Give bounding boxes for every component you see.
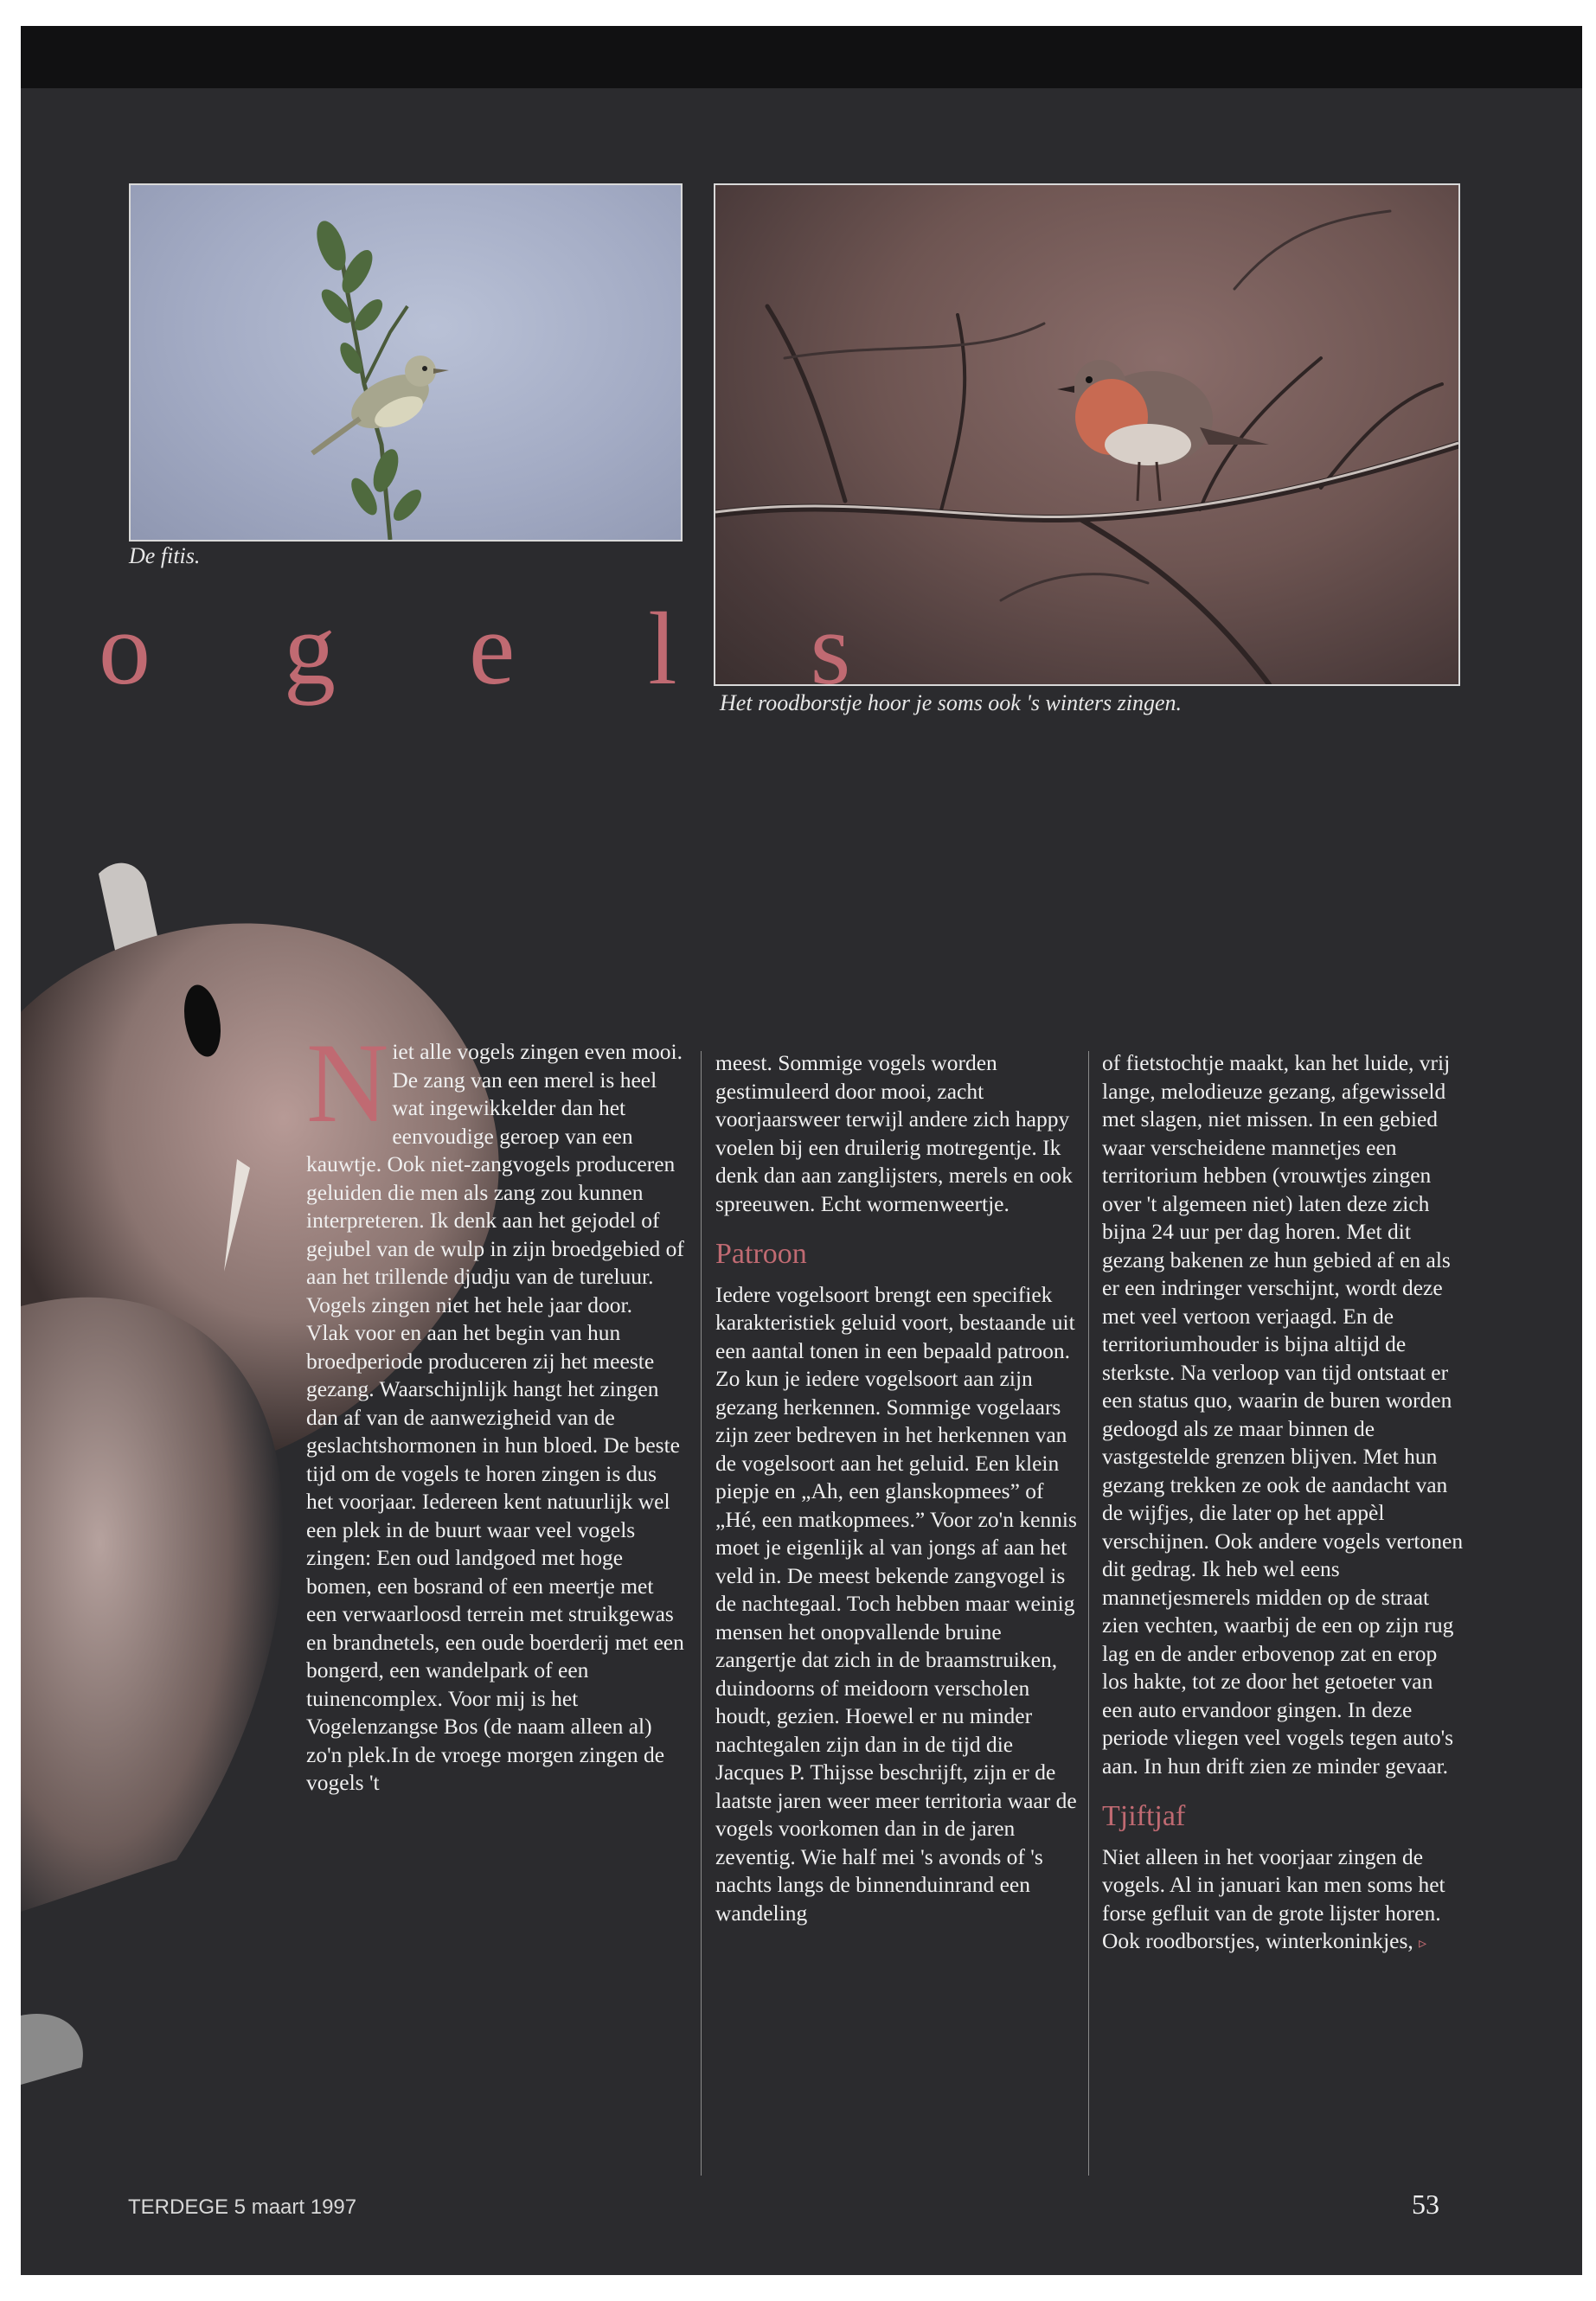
column1-paragraph-2: Vlak voor en aan het begin van hun broedperiode produceren zij het meeste gezang. Waarschijnlijk hangt het zingen dan af van de aanwezigheid van de geslachtshormonen in hun bloed. De beste tijd om de vogels te horen zingen is dus het voorjaar. Iedereen kent natuurlijk wel een plek in de buurt waar veel vogels zingen: Een oud landgoed met hoge bomen, een bosrand of een meertje met een verwaarloosd terrein met struikgewas en brandnetels, een oude boerderij met een bongerd, een wandelpark of een tuinencomplex. Voor mij is het Vogelenzangse Bos (de naam alleen al) zo'n plek.In de vroege morgen zingen de vogels 't — [306, 1320, 684, 1795]
magazine-footer: TERDEGE 5 maart 1997 — [128, 2195, 357, 2219]
column-divider — [701, 1051, 702, 2176]
fitis-illustration — [131, 185, 681, 540]
column3-paragraph-1: of fietstochtje maakt, kan het luide, vrij lange, melodieuze gezang, afgewisseld met slagen, niet missen. In een gebied waar verscheidene mannetjes een territorium hebben (vrouwtjes zingen over 't algemeen niet) laten deze zich bijna 24 uur per dag horen. Met dit gezang bakenen ze hun gebied af en als er een indringer verschijnt, wordt deze met veel vertoon verjaagd. En de territoriumhouder is bijna altijd de sterkste. Na verloop van tijd ontstaat er een status quo, waarin de buren worden gedoogd als ze maar binnen de vastgestelde grenzen blijven. Met hun gezang trekken ze ook de aandacht van de wijfjes, die later op het appèl verschijnen. Ook andere vogels vertonen dit gedrag. Ik heb wel eens mannetjesmerels midden op de straat zien vechten, waarbij de een op zijn rug lag en de ander erbovenop zat en erop los hakte, tot ze door het getoeter van een auto ervandoor gingen. In deze periode vliegen veel vogels tegen auto's aan. In hun drift zien ze minder gevaar. — [1102, 1050, 1464, 1779]
continue-arrow-icon: ▹ — [1419, 1934, 1427, 1952]
column1-paragraph-1: iet alle vogels zingen even mooi. De zang van een merel is heel wat ingewikkelder dan het eenvoudige geroep van een kauwtje. Ook niet-zangvogels produceren geluiden die men als zang zou kunnen interpreteren. Ik denk aan het gejodel of gejubel van de wulp in zijn broedgebied of aan het trillende djudju van de tureluur. Vogels zingen niet het hele jaar door. — [306, 1039, 684, 1317]
magazine-page — [21, 26, 1582, 2275]
page-number: 53 — [1412, 2189, 1439, 2220]
fitis-caption: De fitis. — [129, 543, 201, 568]
robin-caption: Het roodborstje hoor je soms ook 's winters zingen. — [720, 690, 1182, 715]
column2-paragraph-1: meest. Sommige vogels worden gestimuleerd door mooi, zacht voorjaarsweer terwijl andere zich happy voelen bij een druilerig motregentje. Ik denk dan aan zanglijsters, merels en ook spreeuwen. Echt wormenweertje. — [715, 1050, 1073, 1216]
article-column-3 — [1102, 1049, 1465, 1958]
article-column-2 — [715, 1049, 1079, 1927]
article-column-1 — [306, 1019, 687, 1798]
fitis-photo — [129, 183, 683, 542]
dropcap: N — [306, 1019, 389, 1146]
headline: o g e l s — [99, 591, 905, 706]
section-heading-tjiftjaf: Tjiftjaf — [1102, 1800, 1186, 1832]
column2-paragraph-2: Iedere vogelsoort brengt een specifiek karakteristiek geluid voort, bestaande uit een aantal tonen in een bepaald patroon. Zo kun je iedere vogelsoort aan zijn gezang herkennen. Sommige vogelaars zijn zeer bedreven in het herkennen van de vogelsoort aan het geluid. Een klein piepje en „Ah, een glanskopmees” of „Hé, een matkopmees.” Voor zo'n kennis moet je eigenlijk al van jongs af aan het veld in. De meest bekende zangvogel is de nachtegaal. Toch hebben maar weinig mensen het onopvallende bruine zangertje dat zich in de braamstruiken, duindoorns of meidoorn verscholen houdt, gezien. Hoewel er nu minder nachtegalen zijn dan in de tijd die Jacques P. Thijsse beschrijft, zijn er de laatste jaren weer meer territoria waar de vogels voorkomen dan in de jaren zeventig. Wie half mei 's avonds of 's nachts langs de binnenduinrand een wandeling — [715, 1281, 1077, 1926]
top-dark-band — [21, 26, 1582, 88]
column3-paragraph-2: Niet alleen in het voorjaar zingen de vogels. Al in januari kan men soms het forse gefluit van de grote lijster horen. Ook roodborstjes, winterkoninkjes, — [1102, 1843, 1445, 1953]
column-divider — [1088, 1051, 1089, 2176]
section-heading-patroon: Patroon — [715, 1238, 807, 1270]
